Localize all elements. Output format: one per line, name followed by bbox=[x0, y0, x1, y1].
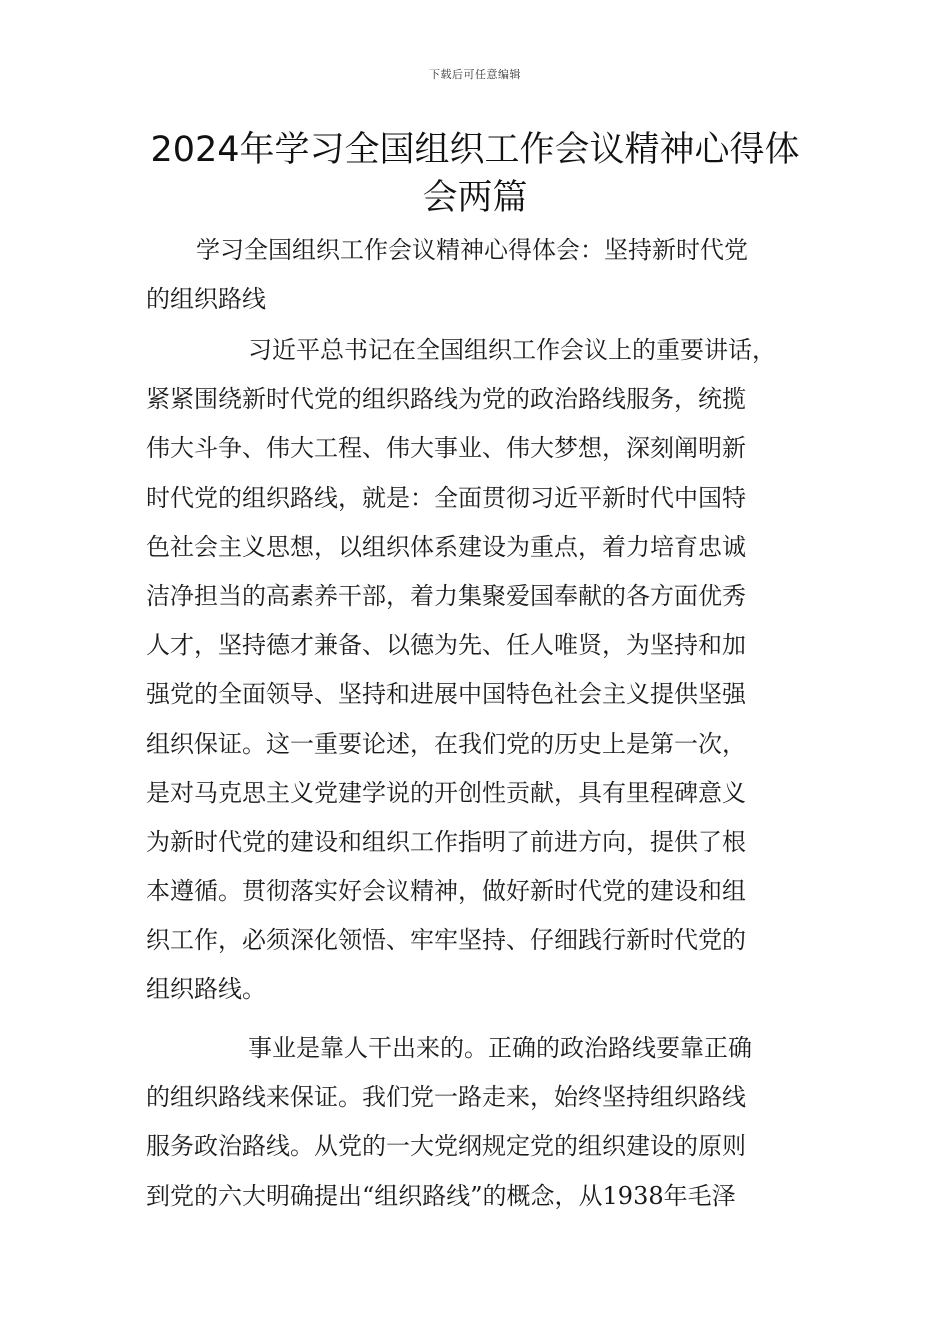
title-line-1: 2024年学习全国组织工作会议精神心得体 bbox=[150, 130, 800, 170]
paragraph-line: 习近平总书记在全国组织工作会议上的重要讲话， bbox=[248, 336, 776, 364]
paragraph-line: 洁净担当的高素养干部，着力集聚爱国奉献的各方面优秀 bbox=[146, 581, 746, 610]
paragraph-line: 人才，坚持德才兼备、以德为先、任人唯贤，为坚持和加 bbox=[146, 631, 746, 660]
paragraph-line: 色社会主义思想，以组织体系建设为重点，着力培育忠诚 bbox=[146, 532, 746, 561]
paragraph-line: 组织路线。 bbox=[146, 975, 266, 1004]
paragraph-line: 伟大斗争、伟大工程、伟大事业、伟大梦想，深刻阐明新 bbox=[146, 434, 746, 463]
paragraph-line: 紧紧围绕新时代党的组织路线为党的政治路线服务，统揽 bbox=[146, 385, 746, 414]
paragraph-line: 是对马克思主义党建学说的开创性贡献，具有里程碑意义 bbox=[146, 778, 746, 807]
header-note: 下载后可任意编辑 bbox=[429, 68, 521, 81]
paragraph-line: 织工作，必须深化领悟、牢牢坚持、仔细践行新时代党的 bbox=[146, 926, 746, 955]
paragraph-line: 的组织路线来保证。我们党一路走来，始终坚持组织路线 bbox=[146, 1083, 746, 1112]
paragraph-1 bbox=[146, 326, 810, 1015]
article-subtitle bbox=[146, 226, 810, 324]
paragraph-line: 组织保证。这一重要论述，在我们党的历史上是第一次， bbox=[146, 729, 746, 758]
paragraph-line: 到党的六大明确提出“组织路线”的概念，从1938年毛泽 bbox=[146, 1181, 736, 1210]
paragraph-line: 事业是靠人干出来的。正确的政治路线要靠正确 bbox=[248, 1034, 752, 1062]
paragraph-line: 服务政治路线。从党的一大党纲规定党的组织建设的原则 bbox=[146, 1132, 746, 1161]
document-title bbox=[140, 126, 810, 222]
subtitle-line: 的组织路线 bbox=[146, 285, 266, 314]
paragraph-line: 时代党的组织路线，就是：全面贯彻习近平新时代中国特 bbox=[146, 483, 746, 512]
paragraph-line: 强党的全面领导、坚持和进展中国特色社会主义提供坚强 bbox=[146, 680, 746, 709]
subtitle-line: 学习全国组织工作会议精神心得体会：坚持新时代党 bbox=[196, 236, 748, 264]
title-line-2: 会两篇 bbox=[422, 178, 528, 218]
paragraph-2 bbox=[146, 1024, 810, 1221]
paragraph-line: 本遵循。贯彻落实好会议精神，做好新时代党的建设和组 bbox=[146, 877, 746, 906]
paragraph-line: 为新时代党的建设和组织工作指明了前进方向，提供了根 bbox=[146, 827, 746, 856]
